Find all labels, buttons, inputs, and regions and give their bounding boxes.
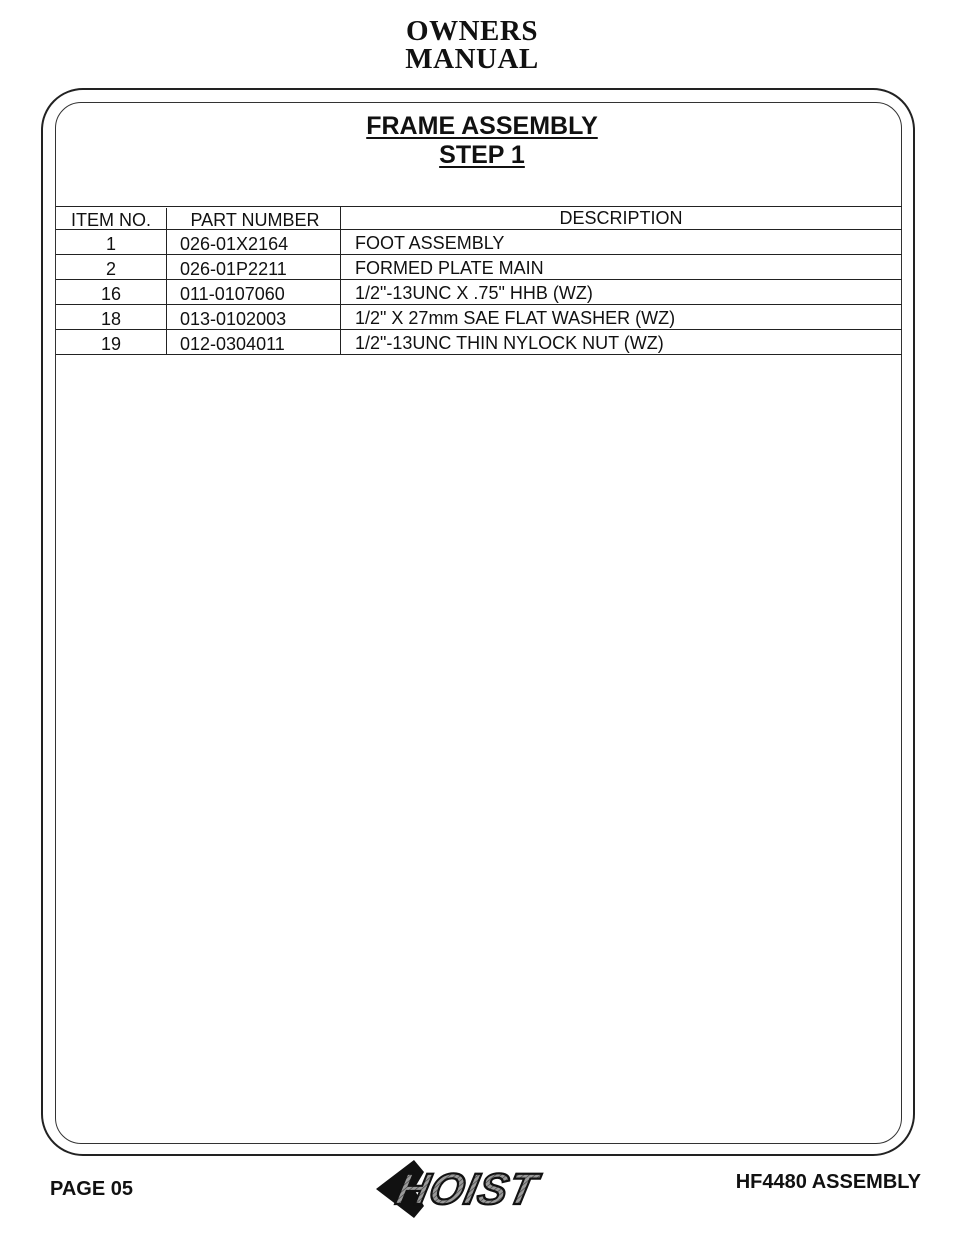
item-no-cell: 16	[100, 284, 122, 304]
model-assembly-label: HF4480 ASSEMBLY	[735, 1171, 921, 1193]
part-number-cell: 012-0304011	[180, 334, 285, 354]
header-part-number: PART NUMBER	[190, 210, 320, 230]
description-cell: 1/2"-13UNC X .75" HHB (WZ)	[355, 283, 593, 303]
description-cell: FORMED PLATE MAIN	[355, 258, 544, 278]
item-no-cell: 19	[100, 334, 122, 354]
header-item-no: ITEM NO.	[71, 210, 151, 230]
table-column-divider	[166, 208, 167, 355]
part-number-cell: 026-01P2211	[180, 259, 287, 279]
part-number-cell: 011-0107060	[180, 284, 285, 304]
part-number-cell: 013-0102003	[180, 309, 287, 329]
header-description: DESCRIPTION	[559, 208, 683, 228]
description-cell: 1/2" X 27mm SAE FLAT WASHER (WZ)	[355, 308, 676, 328]
hoist-logo	[374, 1158, 594, 1220]
logo-wordmark: HOIST	[392, 1165, 542, 1214]
item-no-cell: 1	[105, 234, 116, 254]
manual-title-line-2: MANUAL	[405, 43, 539, 75]
description-cell: 1/2"-13UNC THIN NYLOCK NUT (WZ)	[355, 333, 664, 353]
manual-title-line-1: OWNERS	[406, 15, 538, 47]
section-title: FRAME ASSEMBLY	[366, 112, 598, 140]
part-number-cell: 026-01X2164	[180, 234, 289, 254]
section-step: STEP 1	[439, 141, 525, 169]
item-no-cell: 18	[100, 309, 122, 329]
item-no-cell: 2	[105, 259, 116, 279]
description-cell: FOOT ASSEMBLY	[355, 233, 505, 253]
page-number: PAGE 05	[50, 1178, 133, 1200]
